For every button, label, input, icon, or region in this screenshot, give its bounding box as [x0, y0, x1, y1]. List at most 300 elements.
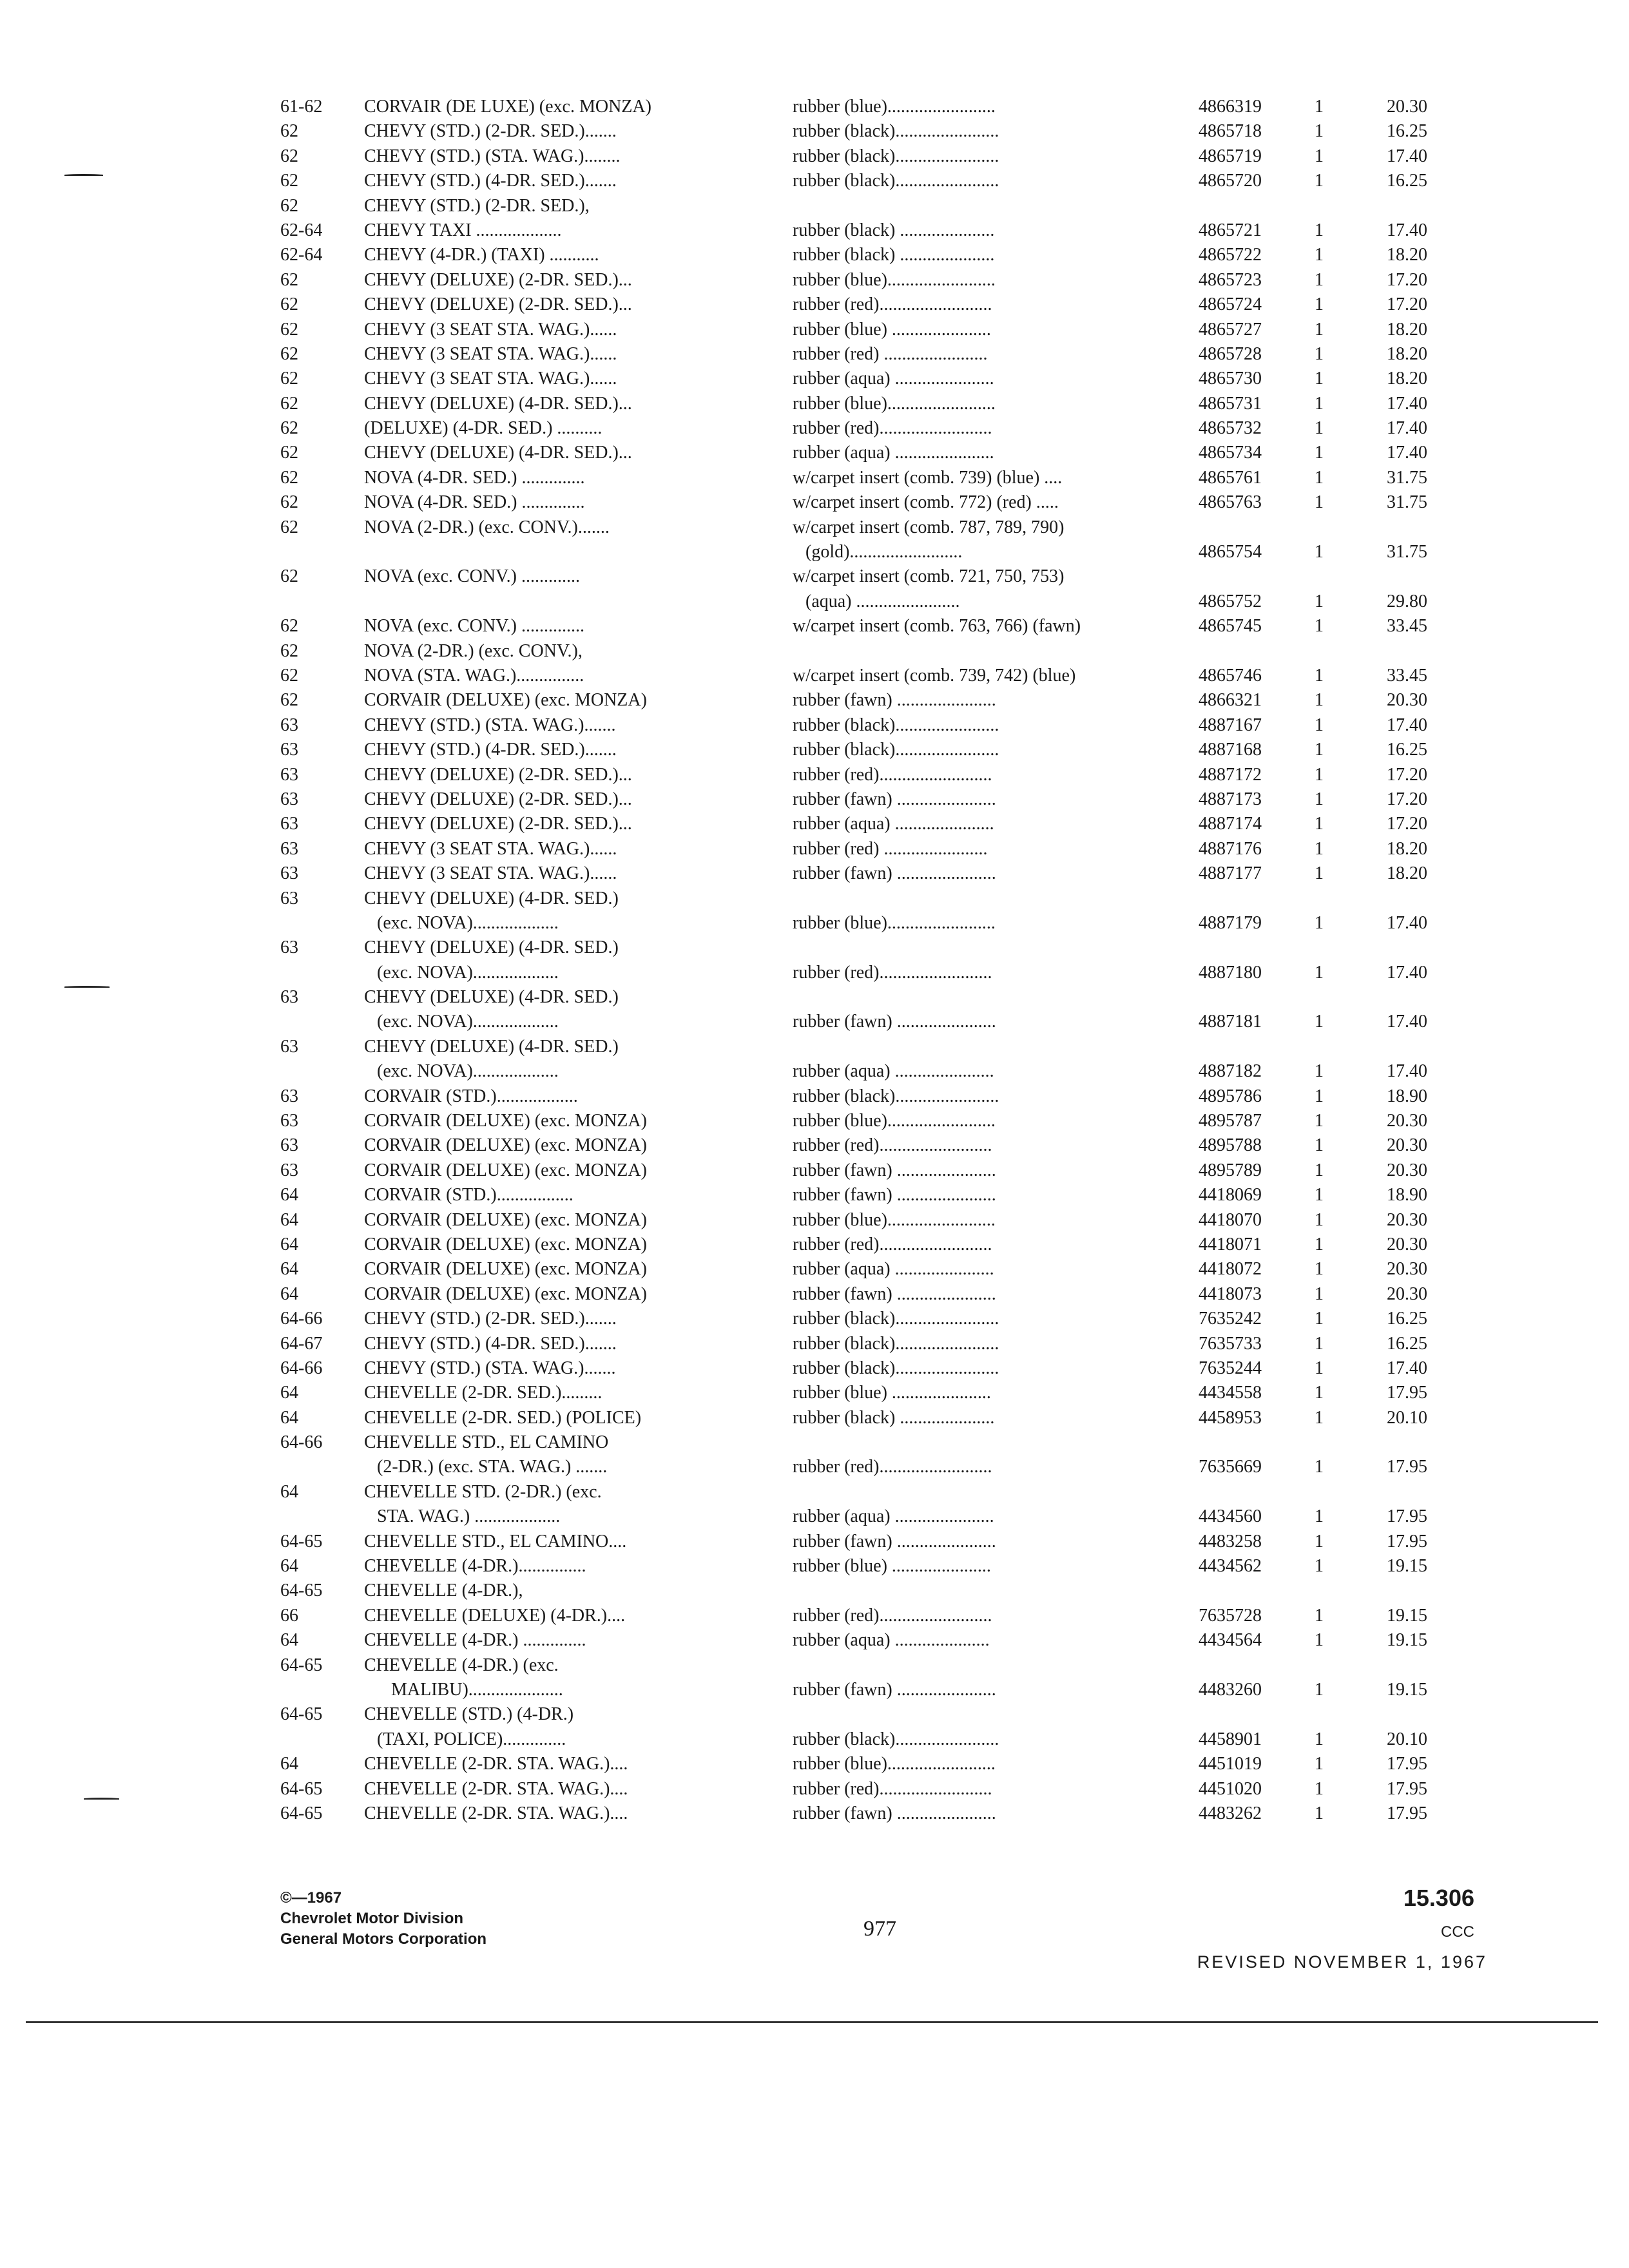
year-cell: 63 [280, 1160, 298, 1180]
price-cell: 17.95 [1387, 1531, 1427, 1552]
price-cell: 18.20 [1387, 838, 1427, 859]
year-cell: 62 [280, 566, 298, 587]
year-cell: 64 [280, 1185, 298, 1206]
part-number-cell: 4865730 [1199, 369, 1262, 389]
description-cell: w/carpet insert (comb. 739, 742) (blue) [793, 665, 1076, 686]
price-cell: 17.95 [1387, 1506, 1427, 1527]
table-row [280, 1084, 1427, 1109]
model-cell: CHEVY (3 SEAT STA. WAG.)...... [364, 319, 617, 340]
quantity-cell: 1 [1315, 1185, 1324, 1206]
description-cell: rubber (black)....................... [793, 146, 999, 166]
description-cell: rubber (blue)........................ [793, 1111, 996, 1131]
model-cell: NOVA (2-DR.) (exc. CONV.)....... [364, 517, 610, 537]
part-number-cell: 4895786 [1199, 1086, 1262, 1106]
description-cell: rubber (fawn) ...................... [793, 863, 996, 884]
quantity-cell: 1 [1315, 740, 1324, 760]
model-cell: CORVAIR (DELUXE) (exc. MONZA) [364, 1111, 647, 1131]
publisher-block [280, 1888, 487, 1950]
description-cell: rubber (black)....................... [793, 1309, 999, 1329]
table-row [280, 392, 1427, 416]
description-cell: w/carpet insert (comb. 772) (red) ..... [793, 492, 1059, 513]
margin-mark [64, 986, 110, 988]
description-cell: rubber (blue)........................ [793, 269, 996, 290]
quantity-cell: 1 [1315, 121, 1324, 142]
quantity-cell: 1 [1315, 616, 1324, 637]
description-cell: rubber (fawn) ...................... [793, 1160, 996, 1180]
part-number-cell: 4865752 [1199, 591, 1262, 611]
part-number-cell: 4887172 [1199, 764, 1262, 785]
year-cell: 64 [280, 1754, 298, 1774]
description-cell: w/carpet insert (comb. 721, 750, 753) [793, 566, 1065, 587]
quantity-cell: 1 [1315, 294, 1324, 315]
model-cell: (2-DR.) (exc. STA. WAG.) ....... [377, 1457, 608, 1477]
quantity-cell: 1 [1315, 1358, 1324, 1378]
quantity-cell: 1 [1315, 912, 1324, 933]
part-number-cell: 4434558 [1199, 1383, 1262, 1403]
year-cell: 63 [280, 937, 298, 958]
model-cell: CHEVY (DELUXE) (4-DR. SED.)... [364, 393, 632, 414]
description-cell: rubber (blue) ...................... [793, 1383, 991, 1403]
price-cell: 17.95 [1387, 1803, 1427, 1823]
price-cell: 19.15 [1387, 1556, 1427, 1577]
quantity-cell: 1 [1315, 1605, 1324, 1626]
price-cell: 20.30 [1387, 1135, 1427, 1156]
price-cell: 17.20 [1387, 269, 1427, 290]
model-cell: CORVAIR (DELUXE) (exc. MONZA) [364, 1160, 647, 1180]
model-cell: CHEVY (DELUXE) (4-DR. SED.) [364, 987, 619, 1008]
part-number-cell: 4483262 [1199, 1803, 1262, 1823]
year-cell: 62 [280, 443, 298, 463]
quantity-cell: 1 [1315, 665, 1324, 686]
description-cell: rubber (red)......................... [793, 1457, 992, 1477]
model-cell: CORVAIR (DELUXE) (exc. MONZA) [364, 1209, 647, 1230]
description-cell: rubber (black) ..................... [793, 1407, 995, 1428]
page-number: 977 [863, 1917, 896, 1941]
description-cell: rubber (fawn) ...................... [793, 1803, 996, 1823]
description-cell: rubber (blue) ...................... [793, 1556, 991, 1577]
year-cell: 61-62 [280, 97, 323, 117]
quantity-cell: 1 [1315, 764, 1324, 785]
year-cell: 63 [280, 715, 298, 735]
model-cell: CHEVY (3 SEAT STA. WAG.)...... [364, 838, 617, 859]
part-number-cell: 7635733 [1199, 1333, 1262, 1354]
table-row [280, 1381, 1427, 1405]
description-cell: rubber (aqua) ..................... [793, 1630, 990, 1651]
part-number-cell: 4418070 [1199, 1209, 1262, 1230]
part-number-cell: 4887179 [1199, 912, 1262, 933]
table-row [280, 564, 1427, 589]
quantity-cell: 1 [1315, 369, 1324, 389]
model-cell: NOVA (exc. CONV.) ............. [364, 566, 580, 587]
description-cell: rubber (blue)........................ [793, 912, 996, 933]
description-cell: rubber (aqua) ...................... [793, 1506, 994, 1527]
model-cell: CHEVELLE (2-DR. STA. WAG.).... [364, 1778, 628, 1799]
description-cell: rubber (aqua) ...................... [793, 1061, 994, 1082]
part-number-cell: 4865732 [1199, 418, 1262, 439]
model-cell: CHEVY (STD.) (2-DR. SED.)....... [364, 121, 617, 142]
year-cell: 62 [280, 343, 298, 364]
table-row [280, 1678, 1427, 1702]
model-cell: MALIBU)..................... [391, 1680, 563, 1700]
price-cell: 19.15 [1387, 1630, 1427, 1651]
model-cell: CHEVELLE (2-DR. SED.)......... [364, 1383, 602, 1403]
price-cell: 31.75 [1387, 467, 1427, 488]
description-cell: rubber (blue)........................ [793, 97, 996, 117]
quantity-cell: 1 [1315, 1531, 1324, 1552]
price-cell: 16.25 [1387, 171, 1427, 191]
description-cell: rubber (fawn) ...................... [793, 1531, 996, 1552]
model-cell: CHEVELLE (4-DR.), [364, 1581, 523, 1601]
model-cell: CHEVELLE (STD.) (4-DR.) [364, 1704, 574, 1725]
year-cell: 63 [280, 1036, 298, 1057]
description-cell: rubber (red)......................... [793, 764, 992, 785]
quantity-cell: 1 [1315, 1234, 1324, 1254]
table-row [280, 861, 1427, 886]
model-cell: CHEVY (STD.) (4-DR. SED.)....... [364, 1333, 617, 1354]
year-cell: 62 [280, 616, 298, 637]
description-cell: rubber (black)....................... [793, 1333, 999, 1354]
model-cell: CHEVY (3 SEAT STA. WAG.)...... [364, 369, 617, 389]
part-number-cell: 7635244 [1199, 1358, 1262, 1378]
table-row [280, 194, 1427, 218]
quantity-cell: 1 [1315, 962, 1324, 983]
table-row [280, 1727, 1427, 1752]
year-cell: 63 [280, 814, 298, 834]
price-cell: 20.30 [1387, 1259, 1427, 1280]
year-cell: 63 [280, 863, 298, 884]
part-number-cell: 7635242 [1199, 1309, 1262, 1329]
quantity-cell: 1 [1315, 1209, 1324, 1230]
description-cell: rubber (black)....................... [793, 121, 999, 142]
price-cell: 29.80 [1387, 591, 1427, 611]
model-cell: CORVAIR (STD.)................. [364, 1185, 574, 1206]
model-cell: CORVAIR (DELUXE) (exc. MONZA) [364, 1234, 647, 1254]
quantity-cell: 1 [1315, 1778, 1324, 1799]
model-cell: CHEVY (DELUXE) (2-DR. SED.)... [364, 814, 632, 834]
price-cell: 17.40 [1387, 1061, 1427, 1082]
part-number-cell: 4865734 [1199, 443, 1262, 463]
table-row [280, 614, 1427, 639]
table-row [280, 1183, 1427, 1207]
year-cell: 62 [280, 369, 298, 389]
year-cell: 64 [280, 1283, 298, 1304]
description-cell: rubber (aqua) ...................... [793, 814, 994, 834]
quantity-cell: 1 [1315, 814, 1324, 834]
year-cell: 62 [280, 195, 298, 216]
part-number-cell: 4451019 [1199, 1754, 1262, 1774]
model-cell: CHEVELLE (DELUXE) (4-DR.).... [364, 1605, 626, 1626]
price-cell: 17.40 [1387, 912, 1427, 933]
description-cell: rubber (blue)........................ [793, 1754, 996, 1774]
price-cell: 17.20 [1387, 789, 1427, 809]
quantity-cell: 1 [1315, 343, 1324, 364]
year-cell: 63 [280, 789, 298, 809]
price-cell: 17.40 [1387, 418, 1427, 439]
model-cell: CHEVY (STD.) (2-DR. SED.), [364, 195, 590, 216]
part-number-cell: 4865719 [1199, 146, 1262, 166]
part-number-cell: 4865723 [1199, 269, 1262, 290]
description-cell: rubber (aqua) ...................... [793, 443, 994, 463]
model-cell: NOVA (exc. CONV.) .............. [364, 616, 584, 637]
table-row [280, 490, 1427, 515]
year-cell: 63 [280, 1086, 298, 1106]
description-cell: w/carpet insert (comb. 787, 789, 790) [793, 517, 1065, 537]
price-cell: 17.40 [1387, 715, 1427, 735]
description-cell: rubber (black)....................... [793, 171, 999, 191]
table-row [280, 713, 1427, 738]
price-cell: 17.40 [1387, 1012, 1427, 1032]
price-cell: 17.40 [1387, 1358, 1427, 1378]
year-cell: 62 [280, 269, 298, 290]
model-cell: CORVAIR (DELUXE) (exc. MONZA) [364, 1283, 647, 1304]
model-cell: CHEVY (STD.) (STA. WAG.)....... [364, 715, 616, 735]
table-row [280, 1233, 1427, 1257]
description-cell: (gold)......................... [805, 542, 963, 562]
price-cell: 18.90 [1387, 1185, 1427, 1206]
part-number-cell: 4865718 [1199, 121, 1262, 142]
table-row [280, 664, 1427, 688]
year-cell: 64-65 [280, 1803, 323, 1823]
quantity-cell: 1 [1315, 1729, 1324, 1749]
year-cell: 62 [280, 121, 298, 142]
model-cell: CHEVY (DELUXE) (4-DR. SED.) [364, 888, 619, 908]
quantity-cell: 1 [1315, 1135, 1324, 1156]
table-row [280, 1702, 1427, 1727]
quantity-cell: 1 [1315, 1407, 1324, 1428]
part-number-cell: 4865763 [1199, 492, 1262, 513]
table-row [280, 119, 1427, 144]
part-number-cell: 4458901 [1199, 1729, 1262, 1749]
part-number-cell: 4865721 [1199, 220, 1262, 240]
price-cell: 31.75 [1387, 542, 1427, 562]
model-cell: CORVAIR (DELUXE) (exc. MONZA) [364, 1135, 647, 1156]
description-cell: rubber (black)....................... [793, 1729, 999, 1749]
table-row [280, 1208, 1427, 1233]
table-row [280, 985, 1427, 1010]
quantity-cell: 1 [1315, 245, 1324, 265]
quantity-cell: 1 [1315, 443, 1324, 463]
model-cell: CHEVY (STD.) (4-DR. SED.)....... [364, 171, 617, 191]
price-cell: 20.10 [1387, 1729, 1427, 1749]
description-cell: rubber (fawn) ...................... [793, 1283, 996, 1304]
division-name: Chevrolet Motor Division [280, 1910, 464, 1927]
part-number-cell: 4887182 [1199, 1061, 1262, 1082]
part-number-cell: 4887180 [1199, 962, 1262, 983]
year-cell: 62 [280, 467, 298, 488]
part-number-cell: 4865745 [1199, 616, 1262, 637]
quantity-cell: 1 [1315, 1309, 1324, 1329]
description-cell: rubber (red)......................... [793, 1605, 992, 1626]
price-cell: 17.40 [1387, 220, 1427, 240]
model-cell: CHEVY (4-DR.) (TAXI) ........... [364, 245, 599, 265]
model-cell: CORVAIR (DE LUXE) (exc. MONZA) [364, 97, 651, 117]
table-row [280, 1109, 1427, 1133]
model-cell: (exc. NOVA)................... [377, 962, 559, 983]
part-number-cell: 4418072 [1199, 1259, 1262, 1280]
year-cell: 62-64 [280, 220, 323, 240]
price-cell: 18.20 [1387, 863, 1427, 884]
part-number-cell: 4483258 [1199, 1531, 1262, 1552]
description-cell: w/carpet insert (comb. 739) (blue) .... [793, 467, 1063, 488]
quantity-cell: 1 [1315, 863, 1324, 884]
quantity-cell: 1 [1315, 1630, 1324, 1651]
quantity-cell: 1 [1315, 1803, 1324, 1823]
part-number-cell: 4887173 [1199, 789, 1262, 809]
model-cell: NOVA (2-DR.) (exc. CONV.), [364, 640, 583, 661]
quantity-cell: 1 [1315, 319, 1324, 340]
description-cell: rubber (black)....................... [793, 1086, 999, 1106]
model-cell: CHEVELLE (4-DR.) (exc. [364, 1655, 559, 1675]
description-cell: rubber (red) ....................... [793, 343, 988, 364]
table-row [280, 1035, 1427, 1059]
quantity-cell: 1 [1315, 1556, 1324, 1577]
part-number-cell: 4895787 [1199, 1111, 1262, 1131]
year-cell: 64-66 [280, 1432, 323, 1453]
quantity-cell: 1 [1315, 97, 1324, 117]
year-cell: 64-65 [280, 1704, 323, 1725]
year-cell: 62 [280, 294, 298, 315]
table-row [280, 1430, 1427, 1455]
table-row [280, 936, 1427, 960]
model-cell: (TAXI, POLICE).............. [377, 1729, 566, 1749]
year-cell: 62 [280, 665, 298, 686]
part-number-cell: 4887177 [1199, 863, 1262, 884]
table-row [280, 1257, 1427, 1282]
document-code: CCC [1441, 1923, 1474, 1941]
price-cell: 18.20 [1387, 319, 1427, 340]
table-row [280, 1059, 1427, 1084]
table-row [280, 1554, 1427, 1579]
year-cell: 64 [280, 1383, 298, 1403]
part-number-cell: 4866321 [1199, 690, 1262, 711]
year-cell: 63 [280, 1111, 298, 1131]
price-cell: 20.30 [1387, 97, 1427, 117]
table-row [280, 1653, 1427, 1678]
quantity-cell: 1 [1315, 1259, 1324, 1280]
part-number-cell: 4887181 [1199, 1012, 1262, 1032]
description-cell: rubber (aqua) ...................... [793, 369, 994, 389]
quantity-cell: 1 [1315, 1754, 1324, 1774]
part-number-cell: 4434562 [1199, 1556, 1262, 1577]
model-cell: (exc. NOVA)................... [377, 1012, 559, 1032]
price-cell: 17.95 [1387, 1457, 1427, 1477]
quantity-cell: 1 [1315, 467, 1324, 488]
price-cell: 18.20 [1387, 343, 1427, 364]
quantity-cell: 1 [1315, 171, 1324, 191]
model-cell: CHEVY (3 SEAT STA. WAG.)...... [364, 343, 617, 364]
description-cell: rubber (black)....................... [793, 740, 999, 760]
table-row [280, 1307, 1427, 1331]
copyright: ©—1967 [280, 1889, 342, 1907]
price-cell: 20.30 [1387, 1160, 1427, 1180]
model-cell: CHEVELLE (4-DR.)............... [364, 1556, 586, 1577]
year-cell: 64 [280, 1407, 298, 1428]
corporation-name: General Motors Corporation [280, 1930, 487, 1948]
part-number-cell: 4451020 [1199, 1778, 1262, 1799]
year-cell: 64 [280, 1259, 298, 1280]
description-cell: rubber (aqua) ...................... [793, 1259, 994, 1280]
quantity-cell: 1 [1315, 838, 1324, 859]
part-number-cell: 4866319 [1199, 97, 1262, 117]
model-cell: CHEVELLE (2-DR. STA. WAG.).... [364, 1803, 628, 1823]
quantity-cell: 1 [1315, 1457, 1324, 1477]
model-cell: CORVAIR (DELUXE) (exc. MONZA) [364, 1259, 647, 1280]
model-cell: CHEVELLE STD., EL CAMINO [364, 1432, 609, 1453]
year-cell: 62-64 [280, 245, 323, 265]
description-cell: rubber (red)......................... [793, 294, 992, 315]
model-cell: CHEVY (STD.) (STA. WAG.)........ [364, 146, 621, 166]
year-cell: 62 [280, 319, 298, 340]
model-cell: CHEVELLE STD. (2-DR.) (exc. [364, 1481, 602, 1502]
price-cell: 33.45 [1387, 665, 1427, 686]
quantity-cell: 1 [1315, 1333, 1324, 1354]
description-cell: rubber (blue) ...................... [793, 319, 991, 340]
model-cell: CORVAIR (DELUXE) (exc. MONZA) [364, 690, 647, 711]
model-cell: CHEVELLE (4-DR.) .............. [364, 1630, 586, 1651]
document-number: 15.306 [1403, 1885, 1474, 1911]
quantity-cell: 1 [1315, 1283, 1324, 1304]
year-cell: 64-65 [280, 1655, 323, 1675]
part-number-cell: 4418069 [1199, 1185, 1262, 1206]
quantity-cell: 1 [1315, 1383, 1324, 1403]
table-row [280, 416, 1427, 441]
table-row [280, 515, 1427, 540]
year-cell: 64 [280, 1234, 298, 1254]
quantity-cell: 1 [1315, 1111, 1324, 1131]
model-cell: CHEVY (DELUXE) (2-DR. SED.)... [364, 269, 632, 290]
quantity-cell: 1 [1315, 1160, 1324, 1180]
price-cell: 17.20 [1387, 814, 1427, 834]
part-number-cell: 4434564 [1199, 1630, 1262, 1651]
year-cell: 62 [280, 418, 298, 439]
part-number-cell: 4887174 [1199, 814, 1262, 834]
part-number-cell: 4887176 [1199, 838, 1262, 859]
year-cell: 62 [280, 171, 298, 191]
part-number-cell: 4418073 [1199, 1283, 1262, 1304]
price-cell: 18.20 [1387, 245, 1427, 265]
model-cell: NOVA (STA. WAG.)............... [364, 665, 584, 686]
model-cell: CHEVY (DELUXE) (4-DR. SED.) [364, 937, 619, 958]
price-cell: 20.30 [1387, 1283, 1427, 1304]
model-cell: (exc. NOVA)................... [377, 912, 559, 933]
year-cell: 62 [280, 690, 298, 711]
model-cell: (DELUXE) (4-DR. SED.) .......... [364, 418, 602, 439]
description-cell: rubber (black) ..................... [793, 245, 995, 265]
price-cell: 16.25 [1387, 740, 1427, 760]
price-cell: 33.45 [1387, 616, 1427, 637]
part-number-cell: 4865731 [1199, 393, 1262, 414]
table-row [280, 639, 1427, 664]
price-cell: 18.20 [1387, 369, 1427, 389]
table-row [280, 1010, 1427, 1034]
price-cell: 18.90 [1387, 1086, 1427, 1106]
table-row [280, 1356, 1427, 1381]
table-row [280, 961, 1427, 985]
price-cell: 17.95 [1387, 1754, 1427, 1774]
quantity-cell: 1 [1315, 269, 1324, 290]
model-cell: NOVA (4-DR. SED.) .............. [364, 492, 585, 513]
quantity-cell: 1 [1315, 591, 1324, 611]
description-cell: rubber (fawn) ...................... [793, 690, 996, 711]
part-number-cell: 4865720 [1199, 171, 1262, 191]
model-cell: CHEVY (DELUXE) (4-DR. SED.) [364, 1036, 619, 1057]
quantity-cell: 1 [1315, 146, 1324, 166]
model-cell: CORVAIR (STD.).................. [364, 1086, 578, 1106]
price-cell: 20.30 [1387, 1111, 1427, 1131]
year-cell: 62 [280, 640, 298, 661]
model-cell: CHEVY (STD.) (STA. WAG.)....... [364, 1358, 616, 1378]
part-number-cell: 4887167 [1199, 715, 1262, 735]
